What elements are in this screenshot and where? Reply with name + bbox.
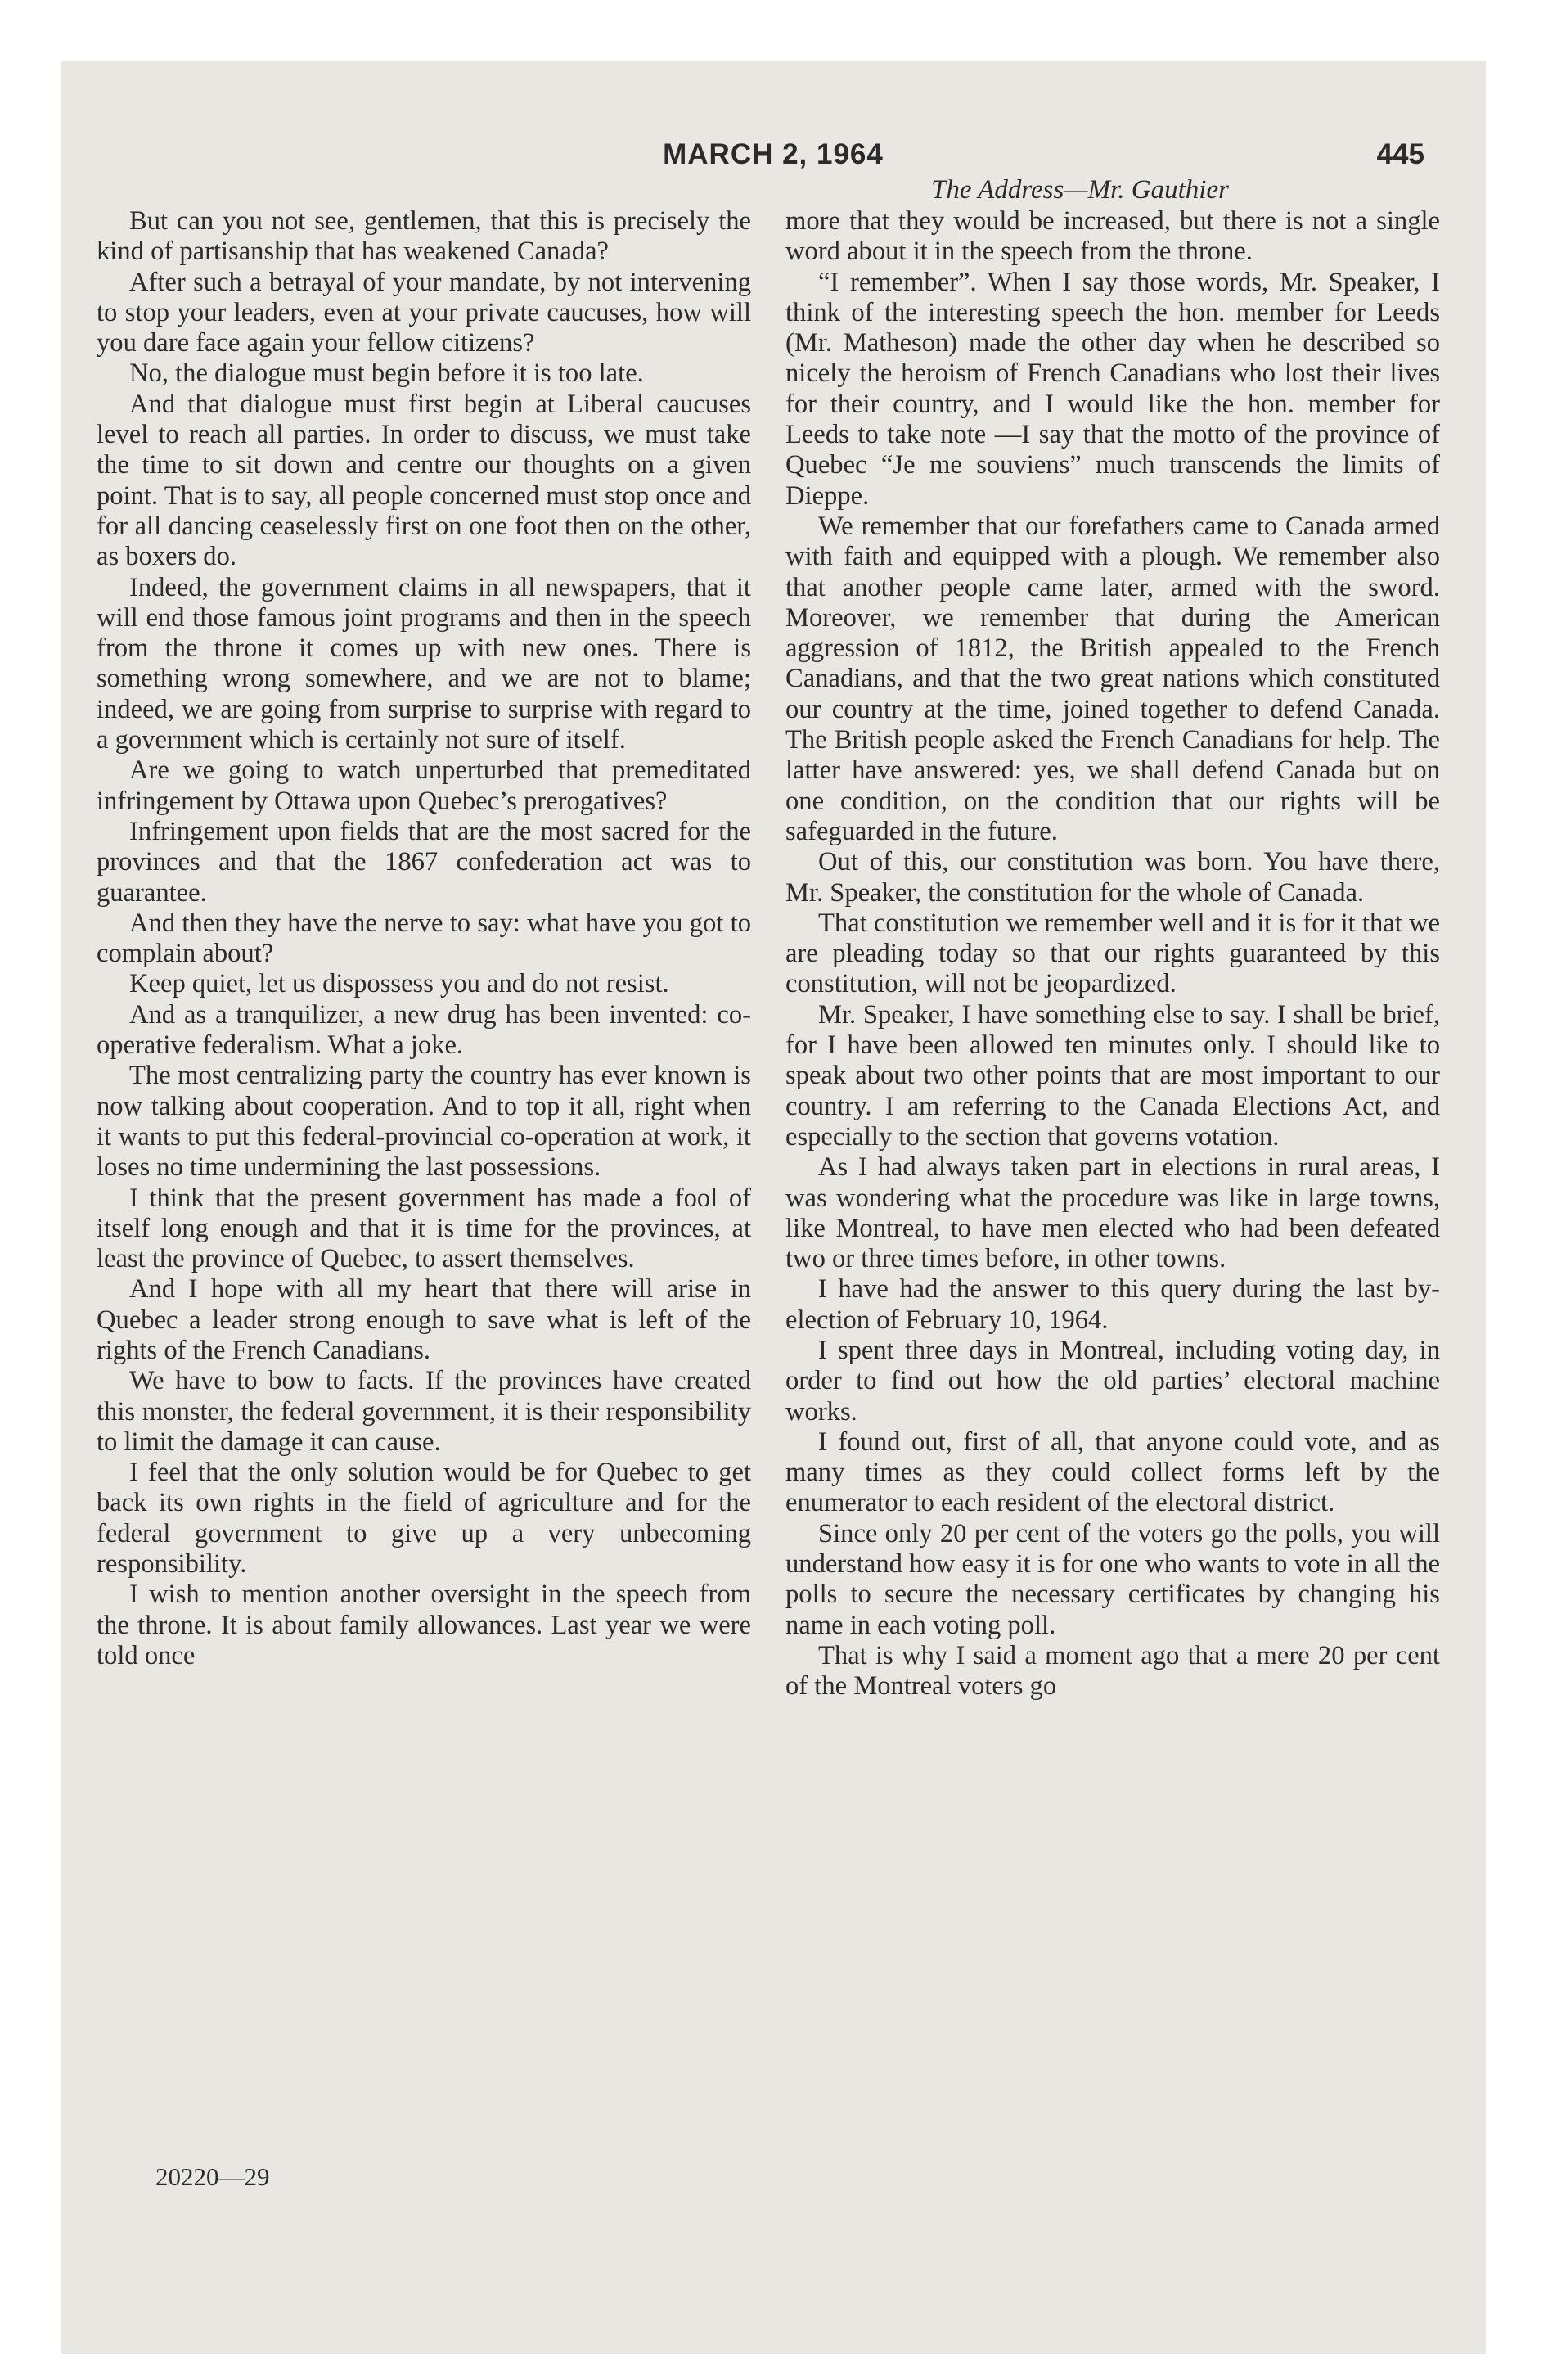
paragraph: Are we going to watch unperturbed that premeditated infringement by Ottawa upon Quebec’s prerogatives?	[97, 755, 751, 816]
page-number: 445	[1376, 138, 1424, 170]
paragraph: Indeed, the government claims in all newspapers, that it will end those famous joint programs and then in the speech from the throne it comes up with new ones. There is something wrong somewhere, and we are not to blame; indeed, we are going from surprise to surprise with regard to a government which is certainly not sure of itself.	[97, 572, 751, 755]
paragraph: I found out, first of all, that anyone could vote, and as many times as they could collect forms left by the enumerator to each resident of the electoral district.	[785, 1427, 1440, 1518]
paragraph: And as a tranquilizer, a new drug has been invented: co-operative federalism. What a joke.	[97, 999, 751, 1061]
paragraph: The most centralizing party the country has ever known is now talking about cooperation. And to top it all, right when it wants to put this federal-provincial co-operation at work, it loses no time undermining the last possessions.	[97, 1061, 751, 1183]
paragraph: I feel that the only solution would be for Quebec to get back its own rights in the field of agriculture and for the federal government to give up a very unbecoming responsibility.	[97, 1458, 751, 1580]
paragraph: We remember that our forefathers came to Canada armed with faith and equipped with a plough. We remember also that another people came later, armed with the sword. Moreover, we remember that during the American aggression of 1812, the British appealed to the French Canadians, and that the two great nations which constituted our country at the time, joined together to defend Canada. The British people asked the French Canadians for help. The latter have answered: yes, we shall defend Canada but on one condition, on the condition that our rights will be safeguarded in the future.	[785, 511, 1440, 846]
paragraph-continuation: more that they would be increased, but there is not a single word about it in the speech from the throne.	[785, 206, 1440, 267]
paragraph: We have to bow to facts. If the provinces have created this monster, the federal government, it is their responsibility to limit the damage it can cause.	[97, 1366, 751, 1457]
paragraph: That constitution we remember well and it is for it that we are pleading today so that our rights guaranteed by this constitution, will not be jeopardized.	[785, 908, 1440, 999]
right-column	[785, 206, 1440, 1702]
paragraph: And that dialogue must first begin at Liberal caucuses level to reach all parties. In order to discuss, we must take the time to sit down and centre our thoughts on a given point. That is to say, all people concerned must stop once and for all dancing ceaselessly first on one foot then on the other, as boxers do.	[97, 389, 751, 572]
footer-printer-code: 20220—29	[155, 2162, 270, 2191]
paragraph: But can you not see, gentlemen, that this is precisely the kind of partisanship that has weakened Canada?	[97, 206, 751, 267]
paragraph: Since only 20 per cent of the voters go the polls, you will understand how easy it is for one who wants to vote in all the polls to secure the necessary certificates by changing his name in each voting poll.	[785, 1518, 1440, 1640]
paragraph: Infringement upon fields that are the most sacred for the provinces and that the 1867 confederation act was to guarantee.	[97, 816, 751, 908]
paragraph: That is why I said a moment ago that a mere 20 per cent of the Montreal voters go	[785, 1640, 1440, 1702]
paragraph: And then they have the nerve to say: what have you got to complain about?	[97, 908, 751, 969]
paragraph: Mr. Speaker, I have something else to say. I shall be brief, for I have been allowed ten minutes only. I should like to speak about two other points that are most important to our country. I am referring to the Canada Elections Act, and especially to the section that governs votation.	[785, 999, 1440, 1152]
running-head: The Address—Mr. Gauthier	[931, 175, 1229, 205]
paragraph: I spent three days in Montreal, including voting day, in order to find out how the old parties’ electoral machine works.	[785, 1335, 1440, 1427]
paragraph: I think that the present government has made a fool of itself long enough and that it is time for the provinces, at least the province of Quebec, to assert themselves.	[97, 1183, 751, 1274]
paragraph: As I had always taken part in elections in rural areas, I was wondering what the procedure was like in large towns, like Montreal, to have men elected who had been defeated two or three times before, in other towns.	[785, 1152, 1440, 1274]
paragraph: “I remember”. When I say those words, Mr. Speaker, I think of the interesting speech the hon. member for Leeds (Mr. Matheson) made the other day when he described so nicely the heroism of French Canadians who lost their lives for their country, and I would like the hon. member for Leeds to take note —I say that the motto of the province of Quebec “Je me souviens” much transcends the limits of Dieppe.	[785, 267, 1440, 511]
left-column	[97, 206, 751, 1671]
page-header-date: MARCH 2, 1964	[663, 138, 884, 170]
paragraph: I wish to mention another oversight in the speech from the throne. It is about family allowances. Last year we were told once	[97, 1580, 751, 1670]
paragraph: Out of this, our constitution was born. You have there, Mr. Speaker, the constitution for the whole of Canada.	[785, 847, 1440, 908]
paragraph: I have had the answer to this query during the last by-election of February 10, 1964.	[785, 1274, 1440, 1335]
paragraph: No, the dialogue must begin before it is too late.	[129, 358, 644, 389]
paragraph: Keep quiet, let us dispossess you and do not resist.	[129, 969, 669, 999]
paragraph: And I hope with all my heart that there will arise in Quebec a leader strong enough to save what is left of the rights of the French Canadians.	[97, 1274, 751, 1365]
document-page	[61, 61, 1486, 2354]
paragraph: After such a betrayal of your mandate, by not intervening to stop your leaders, even at your private caucuses, how will you dare face again your fellow citizens?	[97, 267, 751, 358]
